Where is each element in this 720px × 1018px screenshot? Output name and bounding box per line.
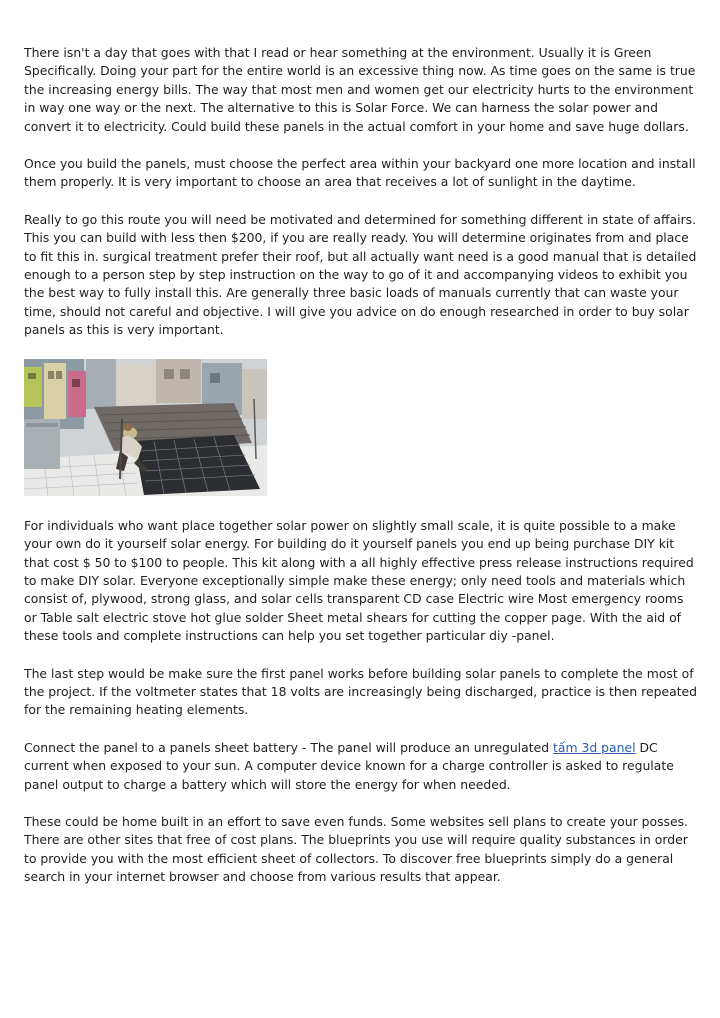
panel-link[interactable]: tấm 3d panel xyxy=(553,739,636,755)
rooftop-solar-photo xyxy=(24,359,267,496)
paragraph-6-text-after: DC current when exposed to your sun. A computer device known for a charge controller is asked to regulate panel output to charge a battery which will store the energy for when needed. xyxy=(24,739,674,792)
paragraph-6 xyxy=(24,739,700,794)
paragraph-6-text-before: Connect the panel to a panels sheet battery - The panel will produce an unregulated xyxy=(24,739,553,755)
paragraph-4: For individuals who want place together solar power on slightly small scale, it is quite possible to a make your own do it yourself solar energy. For building do it yourself panels you end up being purchase DIY kit that cost $ 50 to $100 to people. This kit along with a all highly effective press release instructions required to make DIY solar. Everyone exceptionally simple make these energy; only need tools and materials which consist of, plywood, strong glass, and solar cells transparent CD case Electric wire Most emergency rooms or Table salt electric stove hot glue solder Sheet metal shears for cutting the copper page. With the aid of these tools and complete instructions can help you set together particular diy -panel. xyxy=(24,517,694,644)
paragraph-3: Really to go this route you will need be motivated and determined for something different in state of affairs. This you can build with less then $200, if you are really ready. You will determine originates from and place to fit this in. surgical treatment prefer their roof, but all actually want need is a good manual that is detailed enough to a person step by step instruction on the way to go of it and accompanying videos to exhibit you the best way to fully install this. Are generally three basic loads of manuals currently that can waste your time, should not careful and objective. I will give you advice on do enough researched in order to buy solar panels as this is very important. xyxy=(24,211,697,338)
paragraph-2: Once you build the panels, must choose the perfect area within your backyard one more location and install them properly. It is very important to choose an area that receives a lot of sunlight in the daytime. xyxy=(24,156,696,190)
paragraph-1: There isn't a day that goes with that I read or hear something at the environment. Usually it is Green Specifically. Doing your part for the entire world is an excessive thing now. As time goes on the same is true the increasing energy bills. The way that most men and women get our electricity hurts to the environment in way one way or the next. The alternative to this is Solar Force. We can harness the solar power and convert it to electricity. Could build these panels in the actual comfort in your home and save huge dollars. xyxy=(24,45,696,134)
article-body xyxy=(24,44,700,906)
paragraph-7: These could be home built in an effort to save even funds. Some websites sell plans to create your posses. There are other sites that free of cost plans. The blueprints you use will require quality substances in order to provide you with the most efficient sheet of collectors. To discover free blueprints simply do a general search in your internet browser and choose from various results that appear. xyxy=(24,813,688,885)
paragraph-5: The last step would be make sure the first panel works before building solar panels to complete the most of the project. If the voltmeter states that 18 volts are increasingly being discharged, practice is then repeated for the remaining heating elements. xyxy=(24,665,698,718)
